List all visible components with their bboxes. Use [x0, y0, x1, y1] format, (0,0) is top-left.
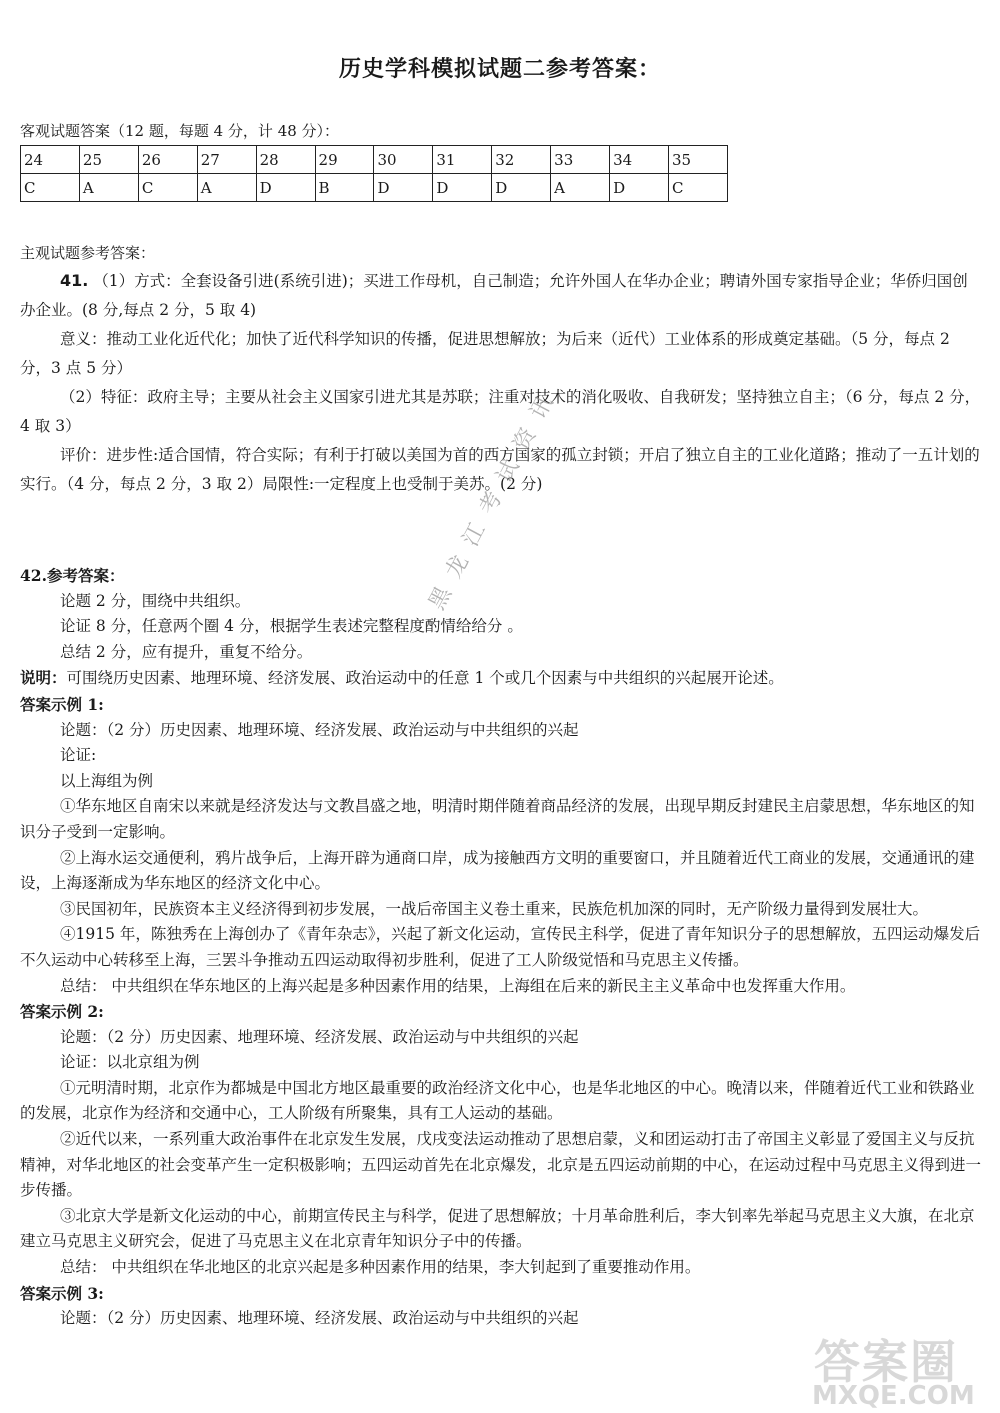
- example-1-case: 以上海组为例: [60, 771, 154, 790]
- objective-header: 客观试题答案（12 题，每题 4 分，计 48 分）：: [20, 122, 340, 140]
- q41-method: [20, 266, 982, 325]
- site-logo: [808, 1326, 998, 1410]
- table-cell: D: [492, 174, 551, 202]
- example-2-thesis: 论题：（2 分）历史因素、地理环境、经济发展、政治运动与中共组织的兴起: [60, 1027, 579, 1046]
- subjective-header: 主观试题参考答案：: [20, 244, 156, 262]
- table-row-answers: [21, 174, 728, 202]
- example-2-summary: 总结： 中共组织在华北地区的北京兴起是多种因素作用的结果，李大钊起到了重要推动作用。: [60, 1258, 701, 1277]
- q41-line: （1）方式：全套设备引进(系统引进)；买进工作母机，自己制造；允许外国人在华办企业；聘请外国专家指导企业；华侨归国创办企业。(8 分,每点 2 分，5 取 4): [20, 272, 968, 319]
- table-cell: A: [551, 174, 610, 202]
- example-1-point: ②上海水运交通便利，鸦片战争后，上海开辟为通商口岸，成为接触西方文明的重要窗口，并且随着近代工商业的发展，交通通讯的建设，上海逐渐成为华东地区的经济文化中心。: [20, 848, 975, 893]
- table-cell: D: [256, 174, 315, 202]
- table-cell: 31: [433, 146, 492, 174]
- example-2-label: 答案示例 2:: [20, 1002, 104, 1022]
- table-cell: D: [374, 174, 433, 202]
- example-2-point: ②近代以来，一系列重大政治事件在北京发生发展，戊戌变法运动推动了思想启蒙，义和团运动打击了帝国主义彰显了爱国主义与反抗精神，对华北地区的社会变革产生一定积极影响；五四运动首先在北京爆发，北京是五四运动前期的中心，在运动过程中马克思主义得到进一步传播。: [20, 1130, 982, 1200]
- table-cell: 30: [374, 146, 433, 174]
- table-cell: C: [668, 174, 727, 202]
- logo-text: 答案圈: [814, 1335, 958, 1389]
- table-cell: 24: [21, 146, 80, 174]
- table-cell: 29: [315, 146, 374, 174]
- q42-scoring-summary: 总结 2 分，应有提升，重复不给分。: [60, 642, 313, 661]
- example-2-argument: 论证：以北京组为例: [60, 1053, 200, 1072]
- example-1-point: ①华东地区自南宋以来就是经济发达与文教昌盛之地，明清时期伴随着商品经济的发展，出现早期反封建民主启蒙思想，华东地区的知识分子受到一定影响。: [20, 797, 975, 841]
- table-cell: D: [433, 174, 492, 202]
- table-cell: C: [21, 174, 80, 202]
- table-cell: 34: [610, 146, 669, 174]
- table-cell: 33: [551, 146, 610, 174]
- example-1-thesis: 论题：（2 分）历史因素、地理环境、经济发展、政治运动与中共组织的兴起: [60, 720, 579, 739]
- q42-scoring-argument: 论证 8 分，任意两个圈 4 分，根据学生表述完整程度酌情给给分 。: [60, 617, 523, 636]
- q41-features: （2）特征：政府主导；主要从社会主义国家引进尤其是苏联；注重对技术的消化吸收、自我研发；坚持独立自主；（6 分，每点 2 分，4 取 3）: [20, 388, 981, 435]
- table-cell: B: [315, 174, 374, 202]
- example-3-thesis: 论题：（2 分）历史因素、地理环境、经济发展、政治运动与中共组织的兴起: [60, 1309, 579, 1328]
- watermark-text: 黑龙江考试资讯: [424, 379, 565, 615]
- table-cell: C: [138, 174, 197, 202]
- q41-evaluation: 评价：进步性:适合国情，符合实际；有利于打破以美国为首的西方国家的孤立封锁；开启了独立自主的工业化道路；推动了一五计划的实行。（4 分，每点 2 分，3 取 2）局限性:一定程度上也受制于美苏。(2 分): [20, 446, 980, 493]
- note-label: 说明：: [20, 668, 67, 688]
- example-1-label: 答案示例 1:: [20, 694, 104, 714]
- example-2-point: ①元明清时期，北京作为都城是中国北方地区最重要的政治经济文化中心，也是华北地区的中心。晚清以来，伴随着近代工业和铁路业的发展，北京作为经济和交通中心，工人阶级有所聚集，具有工人运动的基础。: [20, 1078, 975, 1123]
- example-2-point: ③北京大学是新文化运动的中心，前期宣传民主与科学，促进了思想解放；十月革命胜利后，李大钊率先举起马克思主义大旗，在北京建立马克思主义研究会，促进了马克思主义在北京青年知识分子中的传播。: [20, 1206, 975, 1251]
- table-cell: A: [197, 174, 256, 202]
- example-1-point: ③民国初年，民族资本主义经济得到初步发展，一战后帝国主义卷土重来，民族危机加深的同时，无产阶级力量得到发展壮大。: [60, 899, 929, 918]
- table-cell: A: [79, 174, 138, 202]
- example-3-label: 答案示例 3:: [20, 1283, 104, 1303]
- table-cell: 26: [138, 146, 197, 174]
- q41-significance: 意义：推动工业化近代化；加快了近代科学知识的传播，促进思想解放；为后来（近代）工业体系的形成奠定基础。（5 分，每点 2 分，3 点 5 分）: [20, 330, 950, 377]
- answer-table: [20, 145, 728, 202]
- page-title: 历史学科模拟试题二参考答案：: [338, 56, 661, 82]
- question-number: 41.: [60, 271, 89, 290]
- q42-header: 42.参考答案：: [20, 566, 125, 585]
- table-row-numbers: [21, 146, 728, 174]
- question-42: [20, 563, 982, 1332]
- logo-url: MXQE.COM: [812, 1381, 975, 1411]
- table-cell: 35: [668, 146, 727, 174]
- q42-scoring-thesis: 论题 2 分，围绕中共组织。: [60, 591, 251, 610]
- example-1-summary: 总结： 中共组织在华东地区的上海兴起是多种因素作用的结果，上海组在后来的新民主主义革命中也发挥重大作用。: [60, 976, 856, 995]
- q42-note: [20, 665, 982, 692]
- note-text: 可围绕历史因素、地理环境、经济发展、政治运动中的任意 1 个或几个因素与中共组织的兴起展开论述。: [66, 669, 784, 688]
- table-cell: D: [610, 174, 669, 202]
- table-cell: 32: [492, 146, 551, 174]
- table-cell: 27: [197, 146, 256, 174]
- table-cell: 28: [256, 146, 315, 174]
- example-1-argument-label: 论证:: [60, 746, 97, 765]
- example-1-point: ④1915 年，陈独秀在上海创办了《青年杂志》，兴起了新文化运动，宣传民主科学，促进了青年知识分子的思想解放，五四运动爆发后不久运动中心转移至上海，三罢斗争推动五四运动取得初步胜利，促进了工人阶级觉悟和马克思主义传播。: [20, 925, 981, 969]
- table-cell: 25: [79, 146, 138, 174]
